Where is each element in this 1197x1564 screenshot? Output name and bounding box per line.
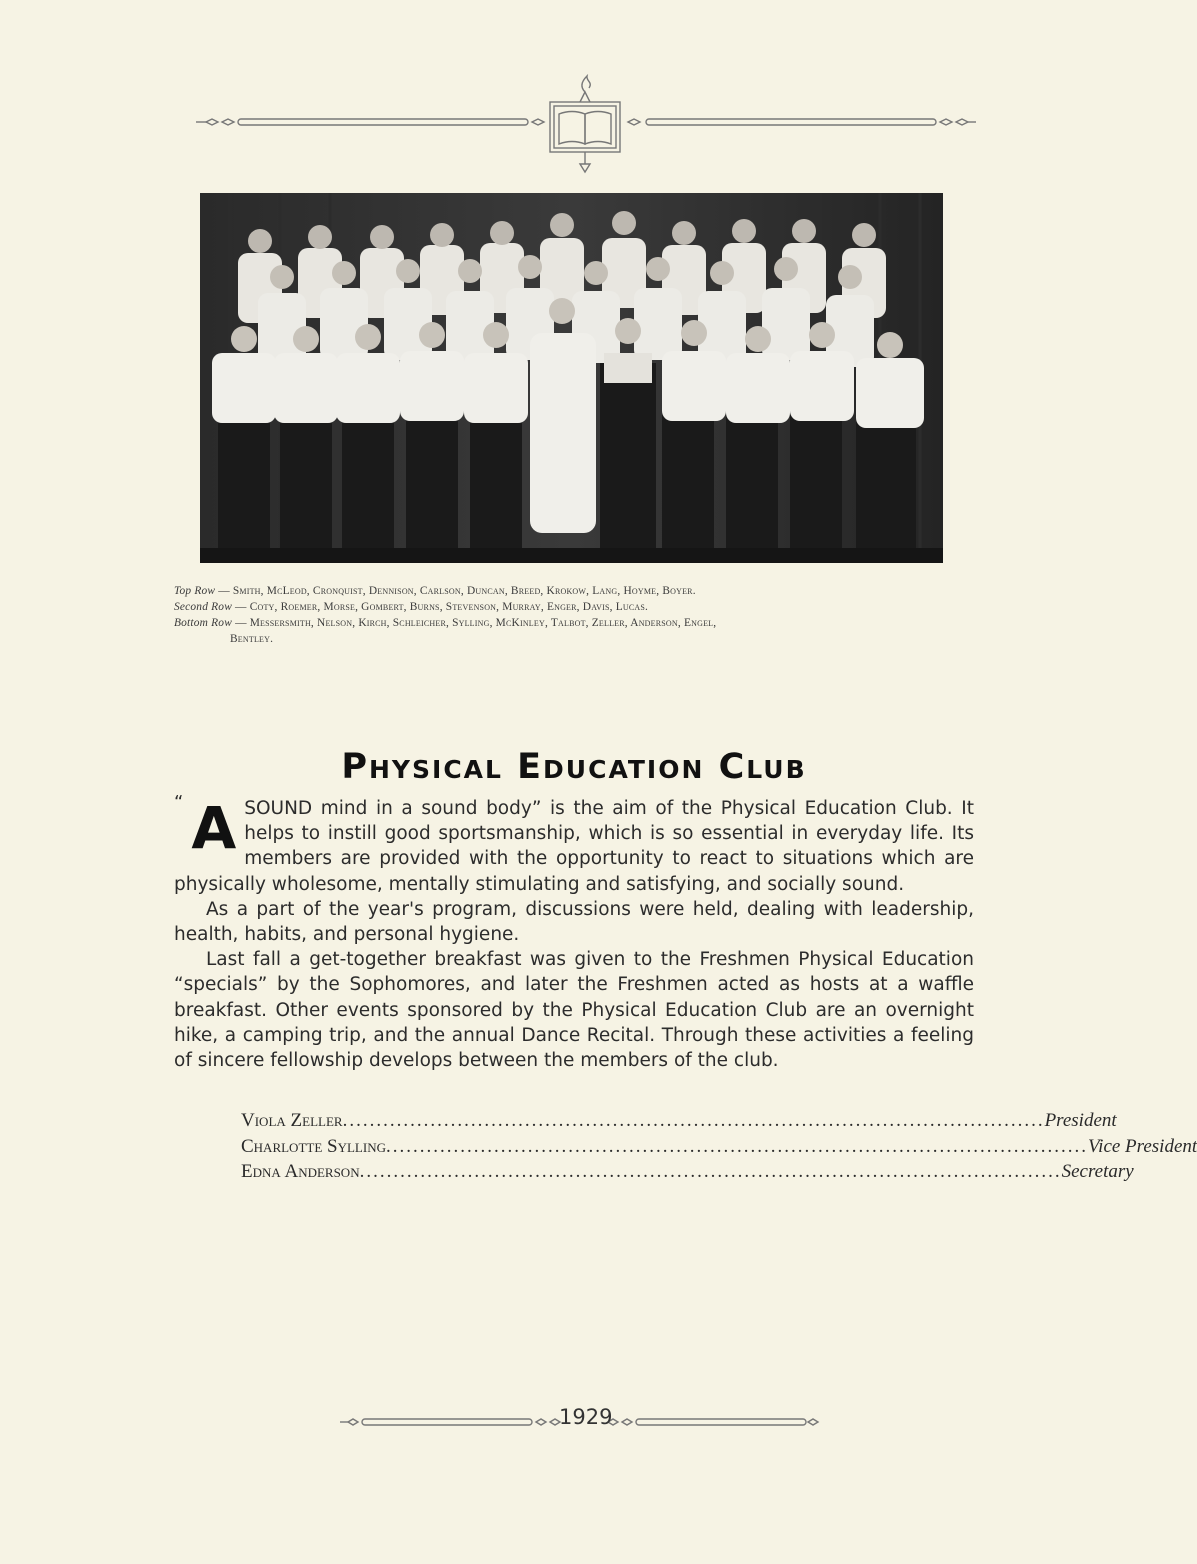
body-text — [174, 792, 974, 1073]
caption-bottom-row: Bottom Row — Messersmith, Nelson, Kirch, Schleicher, Sylling, McKinley, Talbot, Zeller, Anderson, Engel, — [174, 617, 717, 629]
leader-dots: ........................................................................................................ — [359, 1161, 1062, 1182]
officer-row — [241, 1159, 1134, 1185]
page-title: Physical Education Club — [341, 747, 807, 787]
officer-row — [241, 1108, 1117, 1134]
officers-list — [241, 1108, 1197, 1185]
group-photograph — [200, 193, 943, 563]
caption-second-row-names: Coty, Roemer, Morse, Gombert, Burns, Stevenson, Murray, Enger, Davis, Lucas. — [249, 601, 649, 613]
drop-cap: A — [191, 794, 237, 862]
caption-top-row-names: Smith, McLeod, Cronquist, Dennison, Carlson, Duncan, Breed, Krokow, Lang, Hoyme, Boyer. — [232, 585, 696, 597]
officer-name: Charlotte Sylling — [241, 1135, 386, 1157]
bottom-row-figures — [212, 298, 924, 558]
officer-name: Viola Zeller — [241, 1110, 343, 1131]
caption-second-row: Second Row — Coty, Roemer, Morse, Gombert, Burns, Stevenson, Murray, Enger, Davis, Lucas. — [174, 601, 649, 613]
leader-dots: ........................................................................................................ — [385, 1135, 1088, 1157]
leader-dots: ........................................................................................................ — [342, 1110, 1045, 1131]
photo-caption — [174, 583, 974, 647]
caption-top-row-label: Top Row — [174, 585, 216, 597]
officer-title: President — [1044, 1110, 1117, 1131]
caption-top-row: Top Row — Smith, McLeod, Cronquist, Dennison, Carlson, Duncan, Breed, Krokow, Lang, Hoyme, Boyer. — [174, 585, 696, 597]
footer-year: 1929 — [559, 1405, 613, 1429]
header-book-torch-ornament — [196, 72, 976, 182]
caption-bottom-row-label: Bottom Row — [174, 617, 233, 629]
officer-name: Edna Anderson — [241, 1161, 360, 1182]
caption-bottom-row-continued: Bentley. — [230, 633, 274, 645]
officer-title: Secretary — [1061, 1161, 1134, 1182]
officer-row — [241, 1134, 1197, 1160]
caption-bottom-row-names: Messersmith, Nelson, Kirch, Schleicher, Sylling, McKinley, Talbot, Zeller, Anderson, Engel, — [249, 617, 717, 629]
paragraph-1 — [174, 792, 974, 897]
officer-title: Vice President — [1087, 1135, 1197, 1157]
paragraph-1-text: SOUND mind in a sound body” is the aim of the Physical Education Club. It helps to instill good sportsmanship, which is so essential in everyday life. Its members are provided with the opportunity to react to situations which are physically wholesome, mentally stimulating and satisfying, and socially sound. — [174, 798, 974, 895]
opening-quote: “ — [174, 792, 184, 813]
caption-second-row-label: Second Row — [174, 601, 232, 613]
paragraph-3: Last fall a get-together breakfast was given to the Freshmen Physical Education “specials” by the Sophomores, and later the Freshmen acted as hosts at a waffle breakfast. Other events sponsored by the Physical Education Club are an overnight hike, a camping trip, and the annual Dance Recital. Through these activities a feeling of sincere fellowship develops between the members of the club. — [174, 949, 974, 1072]
paragraph-2: As a part of the year's program, discussions were held, dealing with leadership, health, habits, and personal hygiene. — [174, 898, 974, 946]
